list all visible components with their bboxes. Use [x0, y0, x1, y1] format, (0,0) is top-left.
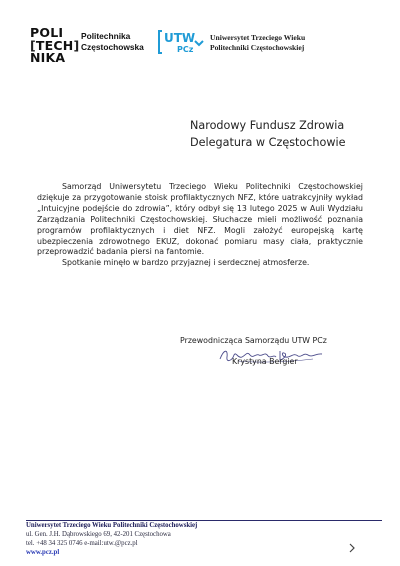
footer-contact: tel. +48 34 325 0746 e-mail:utw.@pcz.pl: [26, 539, 138, 547]
footer-org-name: Uniwersytet Trzeciego Wieku Politechniki Częstochowskiej: [26, 522, 198, 529]
footer-address: ul. Gen. J.H. Dąbrowskiego 69, 42-201 Częstochowa: [26, 530, 171, 538]
politechnika-name: [81, 31, 144, 52]
politechnika-logo: [30, 27, 79, 65]
utw-logo-text: UTW: [164, 31, 196, 45]
politechnika-name-line2: Częstochowska: [81, 41, 144, 52]
recipient-line2: Delegatura w Częstochowie: [190, 136, 346, 149]
utw-pcz-logo-icon: [158, 29, 204, 55]
footer-divider: [26, 520, 382, 521]
signature-title: Przewodnicząca Samorządu UTW PCz: [180, 336, 327, 345]
signature-name: Krystyna Bergier: [232, 357, 298, 366]
utw-name: [210, 33, 305, 52]
utw-name-line2: Politechniki Częstochowskiej: [210, 42, 305, 52]
logo-bracket-right: ]: [73, 37, 80, 53]
politechnika-name-line1: Politechnika: [81, 31, 131, 41]
logo-line-tech-text: TECH: [35, 37, 74, 53]
logo-bracket-left: [: [30, 37, 36, 53]
footer: [26, 522, 197, 558]
footer-chevron-icon: [349, 543, 356, 553]
recipient-line1: Narodowy Fundusz Zdrowia: [190, 119, 345, 132]
utw-name-line1: Uniwersytet Trzeciego Wieku: [210, 33, 306, 42]
letter-body: [37, 182, 363, 269]
body-paragraph-2: Spotkanie minęło w bardzo przyjaznej i serdecznej atmosferze.: [62, 258, 310, 268]
body-paragraph-1: Samorząd Uniwersytetu Trzeciego Wieku Politechniki Częstochowskiej dziękuje za przygotowanie stoisk profilaktycznych NFZ, które uatrakcyjniły wykład „Intuicyjne podejście do zdrowia”, który odbył się 13 lutego 2025 w Auli Wydziału Zarządzania Politechniki Częstochowskiej. Słuchacze mieli możliwość poznania programów profilaktycznych i diet NFZ. Mogli założyć europejską kartę ubezpieczenia zdrowotnego EKUZ, dokonać pomiaru masy ciała, praktycznie przeprowadzić badania piersi na fantomie.: [37, 182, 363, 257]
recipient-block: [190, 117, 346, 151]
pcz-logo-text: PCz: [177, 45, 194, 54]
footer-website-link[interactable]: www.pcz.pl: [26, 548, 60, 556]
logo-line-poli: POLI: [30, 25, 64, 40]
logo-line-nika: NIKA: [30, 50, 66, 65]
